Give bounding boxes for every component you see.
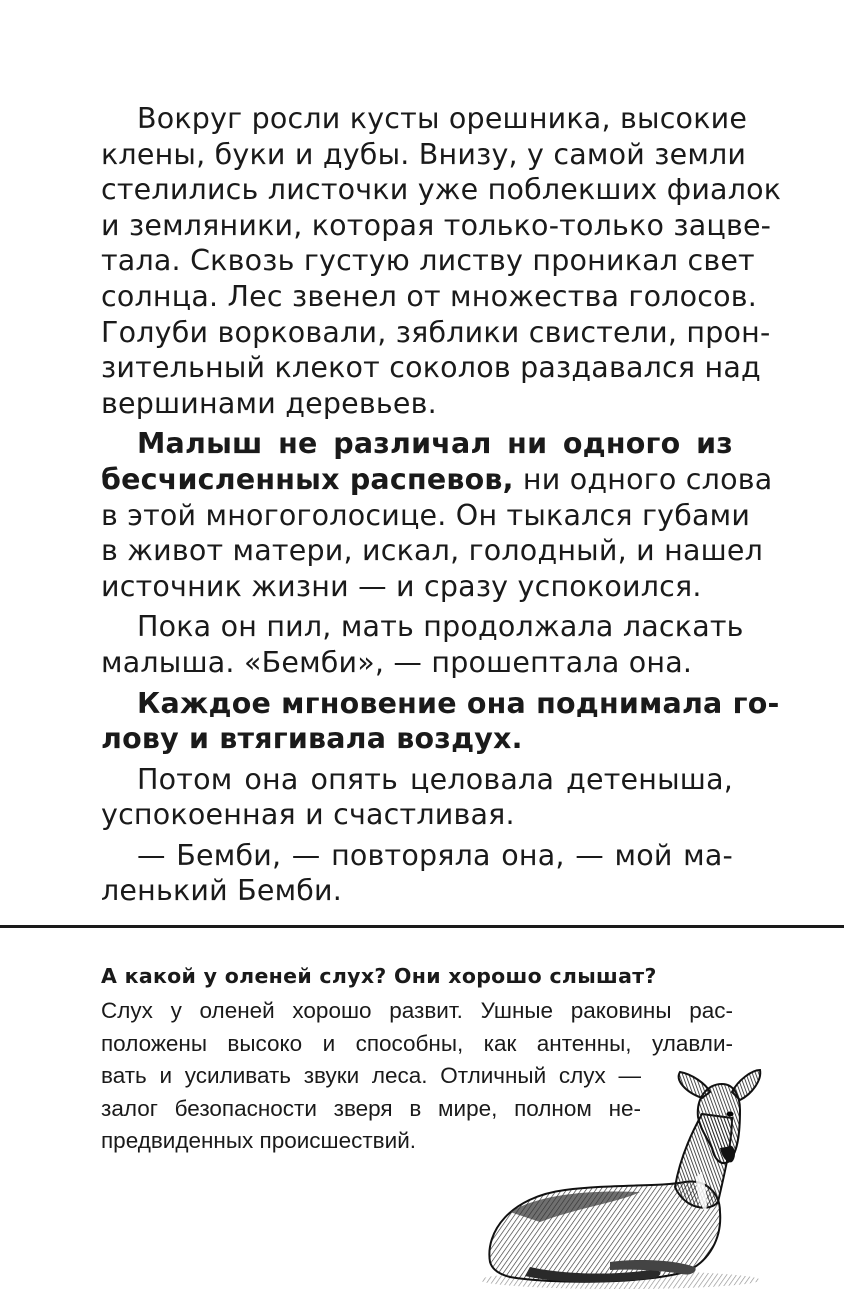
- info-line: Слух у оленей хорошо развит. Ушные раковины рас-: [101, 998, 733, 1024]
- text-line: Пока он пил, мать продолжала ласкать: [137, 610, 744, 644]
- text-line: Голуби ворковали, зяблики свистели, прон-: [101, 315, 771, 349]
- text-line: успокоенная и счастливая.: [101, 798, 515, 832]
- info-line: вать и усиливать звуки леса. Отличный слух —: [101, 1063, 641, 1089]
- story-text: [101, 101, 782, 914]
- text-line: зительный клекот соколов раздавался над: [101, 351, 761, 385]
- paragraph-1: [101, 101, 782, 421]
- paragraph-4: [101, 686, 780, 757]
- text-fragment: ни одного слова: [513, 462, 773, 496]
- paragraph-6: [101, 838, 733, 909]
- deer-illustration-icon: [470, 1062, 770, 1292]
- info-question: А какой у оленей слух? Они хорошо слышат?: [101, 964, 657, 988]
- paragraph-2: [101, 426, 773, 604]
- text-line: малыша. «Бемби», — прошептала она.: [101, 645, 693, 679]
- text-line: в этой многоголосице. Он тыкался губами: [101, 498, 751, 532]
- paragraph-5: [101, 762, 733, 833]
- text-line: солнца. Лес звенел от множества голосов.: [101, 279, 758, 313]
- text-line: и земляники, которая только-только зацве-: [101, 208, 772, 242]
- text-line: Потом она опять целовала детеныша,: [137, 762, 733, 796]
- text-line: Вокруг росли кусты орешника, высокие: [137, 102, 748, 135]
- text-line: стелились листочки уже поблекших фиалок: [101, 173, 782, 207]
- info-line: предвиденных происшествий.: [101, 1128, 417, 1154]
- section-divider: [0, 925, 844, 928]
- bold-text: бесчисленных распевов,: [101, 462, 514, 496]
- bold-text-line: Каждое мгновение она поднимала го-: [137, 686, 780, 720]
- text-line: тала. Сквозь густую листву проникал свет: [101, 244, 755, 278]
- text-line: в живот матери, искал, голодный, и нашел: [101, 534, 764, 568]
- text-line: [101, 462, 773, 498]
- paragraph-3: [101, 609, 744, 680]
- text-line: — Бемби, — повторяла она, — мой ма-: [137, 838, 733, 872]
- info-line: положены высоко и способны, как антенны, улавли-: [101, 1030, 733, 1056]
- text-line: клены, буки и дубы. Внизу, у самой земли: [101, 137, 747, 171]
- text-line: источник жизни — и сразу успокоился.: [101, 569, 702, 603]
- bold-text-line: Малыш не различал ни одного из: [137, 427, 733, 461]
- info-line: залог безопасности зверя в мире, полном не-: [101, 1095, 641, 1121]
- bold-text-line: лову и втягивала воздух.: [101, 722, 523, 756]
- text-line: ленький Бемби.: [101, 874, 343, 908]
- text-line: вершинами деревьев.: [101, 386, 437, 420]
